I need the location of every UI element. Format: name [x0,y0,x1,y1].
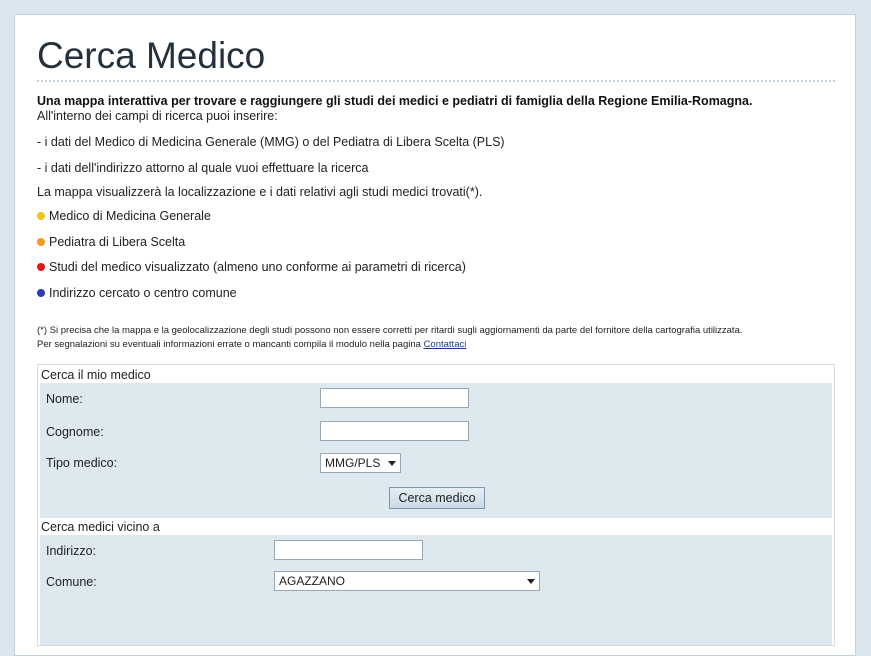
intro-item-address: - i dati dell'indirizzo attorno al quale vuoi effettuare la ricerca [37,161,369,175]
legend-label: Indirizzo cercato o centro comune [49,286,237,300]
orange-dot-icon [37,238,45,246]
nome-label: Nome: [46,392,83,406]
tipo-medico-value: MMG/PLS [325,456,381,470]
disclaimer-line: (*) Si precisa che la mappa e la geolocalizzazione degli studi possono non essere corretti per ritardi sugli aggiornamenti da parte del fornitore della cartografia utilizzata. [37,325,743,336]
legend-item-studi [37,260,466,274]
comune-label: Comune: [46,575,97,589]
cerca-medico-button[interactable]: Cerca medico [389,487,485,509]
disclaimer-note [37,324,842,352]
comune-select[interactable] [274,571,540,591]
intro-headline: Una mappa interattiva per trovare e raggiungere gli studi dei medici e pediatri di famiglia della Regione Emilia-Romagna. [37,94,753,108]
legend-label: Medico di Medicina Generale [49,209,211,223]
legend-item-mmg [37,209,211,223]
cognome-label: Cognome: [46,425,104,439]
legend-label: Pediatra di Libera Scelta [49,235,186,249]
tipo-medico-select[interactable] [320,453,401,473]
page-title: Cerca Medico [37,35,266,76]
legend-item-indirizzo [37,286,237,300]
comune-value: AGAZZANO [279,574,346,588]
chevron-down-icon [388,461,396,466]
legend-label: Studi del medico visualizzato (almeno uno conforme ai parametri di ricerca) [49,260,466,274]
chevron-down-icon [527,579,535,584]
intro-text [37,94,842,124]
tipo-medico-label: Tipo medico: [46,456,118,470]
cognome-input[interactable] [320,421,469,441]
intro-map-text: La mappa visualizzerà la localizzazione e i dati relativi agli studi medici trovati(*). [37,185,483,199]
title-divider [37,80,835,82]
disclaimer-text: Per segnalazioni su eventuali informazioni errate o mancanti compila il modulo nella pagina [37,339,424,350]
search-near-panel [40,535,832,645]
search-form [37,364,835,646]
legend-item-pls [37,235,185,249]
search-near-title: Cerca medici vicino a [41,520,160,534]
intro-line: All'interno dei campi di ricerca puoi inserire: [37,109,278,123]
indirizzo-input[interactable] [274,540,423,560]
disclaimer-line-2 [37,338,842,352]
blue-dot-icon [37,289,45,297]
search-doctor-panel [40,383,832,518]
yellow-dot-icon [37,212,45,220]
red-dot-icon [37,263,45,271]
contattaci-link[interactable]: Contattaci [423,339,467,350]
main-page [14,14,856,656]
nome-input[interactable] [320,388,469,408]
intro-item-mmg: - i dati del Medico di Medicina Generale (MMG) o del Pediatra di Libera Scelta (PLS) [37,135,505,149]
search-doctor-title: Cerca il mio medico [41,368,151,382]
indirizzo-label: Indirizzo: [46,544,97,558]
